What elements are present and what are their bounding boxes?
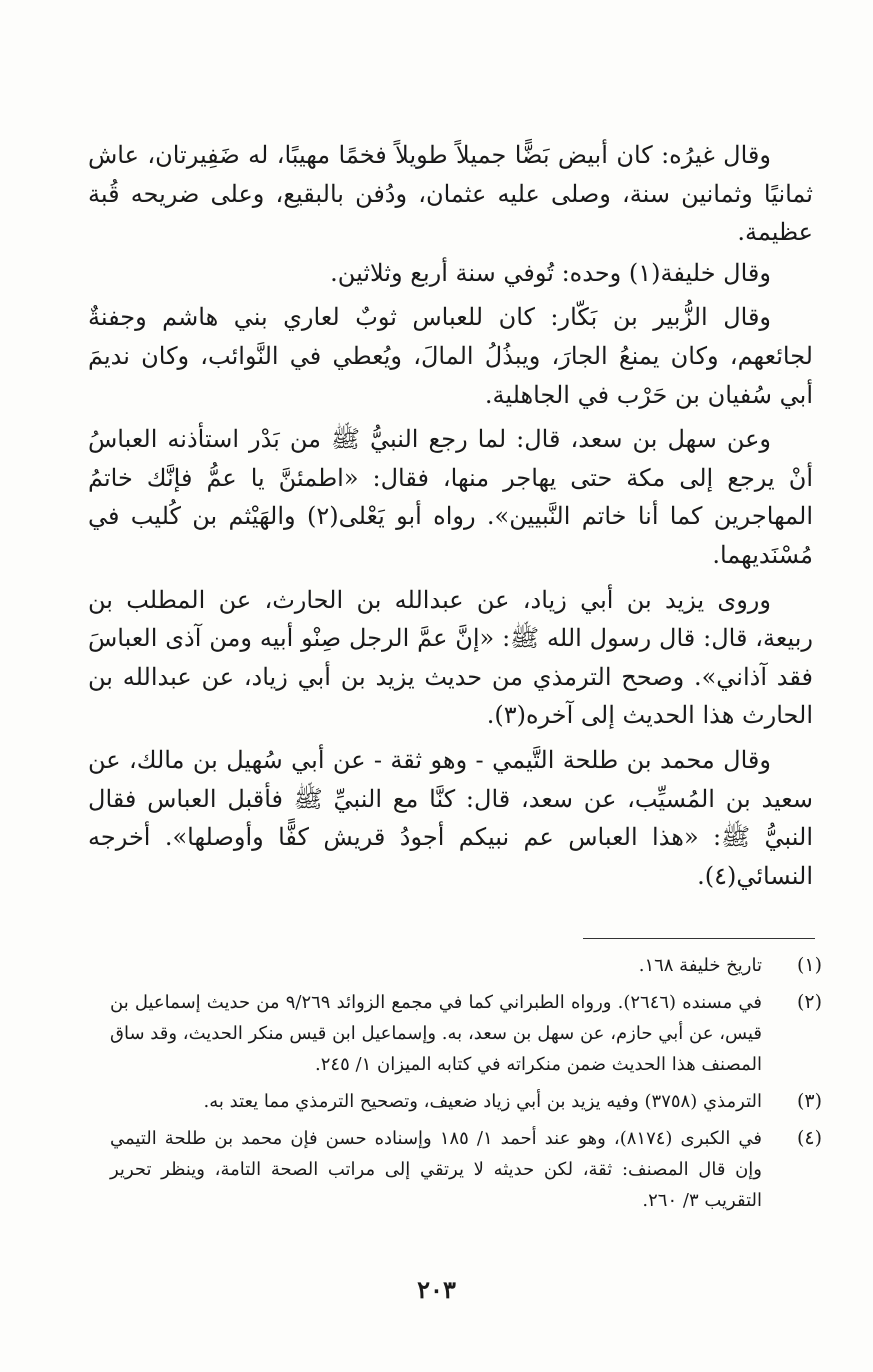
footnotes-block: [110, 950, 822, 1222]
paragraph-1: وقال غيرُه: كان أبيض بَضًّا جميلاً طويلاً فخمًا مهيبًا، له ضَفِيرتان، عاش ثمانيًا وثمانين سنة، وصلى عليه عثمان، ودُفن بالبقيع، وعلى ضريحه قُبة عظيمة.: [88, 141, 813, 247]
footnote-4: [110, 1123, 822, 1216]
footnote-2: [110, 987, 822, 1080]
footnote-text: الترمذي (٣٧٥٨) وفيه يزيد بن أبي زياد ضعيف، وتصحيح الترمذي مما يعتد به.: [203, 1091, 762, 1112]
page-number: ٢٠٣: [417, 1275, 456, 1304]
footnote-number: (١): [796, 954, 822, 976]
footnote-text: في مسنده (٢٦٤٦). ورواه الطبراني كما في مجمع الزوائد ٩/٢٦٩ من حديث إسماعيل بن قيس، عن أبي حازم، عن سهل بن سعد، به. وإسماعيل ابن قيس منكر الحديث، وقد ساق المصنف هذا الحديث ضمن منكراته في كتابه الميزان ١/ ٢٤٥.: [110, 992, 762, 1075]
footnote-3: [110, 1086, 822, 1117]
main-text-block: [88, 136, 813, 901]
paragraph-4: وعن سهل بن سعد، قال: لما رجع النبيُّ ﷺ من بَدْر استأذنه العباسُ أنْ يرجع إلى مكة حتى يهاجر منها، فقال: «اطمئنَّ يا عمُّ فإنَّك خاتمُ المهاجرين كما أنا خاتم النَّبيين». رواه أبو يَعْلى(٢) والهَيْثم بن كُليب في مُسْنَديهما.: [88, 425, 813, 569]
paragraph-3: وقال الزُّبير بن بَكّار: كان للعباس ثوبٌ لعاري بني هاشم وجفنةٌ لجائعهم، وكان يمنعُ الجارَ، ويبذُلُ المالَ، ويُعطي في النَّوائب، وكان نديمَ أبي سُفيان بن حَرْب في الجاهلية.: [88, 303, 813, 409]
footnote-text: تاريخ خليفة ١٦٨.: [638, 955, 762, 976]
footnote-number: (٤): [796, 1127, 822, 1149]
paragraph-2: وقال خليفة(١) وحده: تُوفي سنة أربع وثلاثين.: [330, 258, 771, 287]
footnote-text: في الكبرى (٨١٧٤)، وهو عند أحمد ١/ ١٨٥ وإسناده حسن فإن محمد بن طلحة التيمي وإن قال المصنف: ثقة، لكن حديثه لا يرتقي إلى مراتب الصحة التامة، وينظر تحرير التقريب ٣/ ٢٦٠.: [110, 1128, 763, 1211]
footnote-number: (٢): [796, 991, 822, 1013]
paragraph-5: وروى يزيد بن أبي زياد، عن عبدالله بن الحارث، عن المطلب بن ربيعة، قال: قال رسول الله ﷺ: «إنَّ عمَّ الرجل صِنْو أبيه ومن آذى العباسَ فقد آذاني». وصحح الترمذي من حديث يزيد بن أبي زياد، عن عبدالله بن الحارث هذا الحديث إلى آخره(٣).: [88, 585, 813, 730]
footnote-number: (٣): [796, 1090, 822, 1112]
footnote-1: [110, 950, 822, 981]
paragraph-6: وقال محمد بن طلحة التَّيمي - وهو ثقة - عن أبي سُهيل بن مالك، عن سعيد بن المُسيِّب، عن سعد، قال: كنَّا مع النبيِّ ﷺ فأقبل العباس فقال النبيُّ ﷺ: «هذا العباس عم نبيكم أجودُ قريش كفًّا وأوصلها». أخرجه النسائي(٤).: [88, 745, 813, 890]
footnote-divider: [583, 938, 815, 939]
